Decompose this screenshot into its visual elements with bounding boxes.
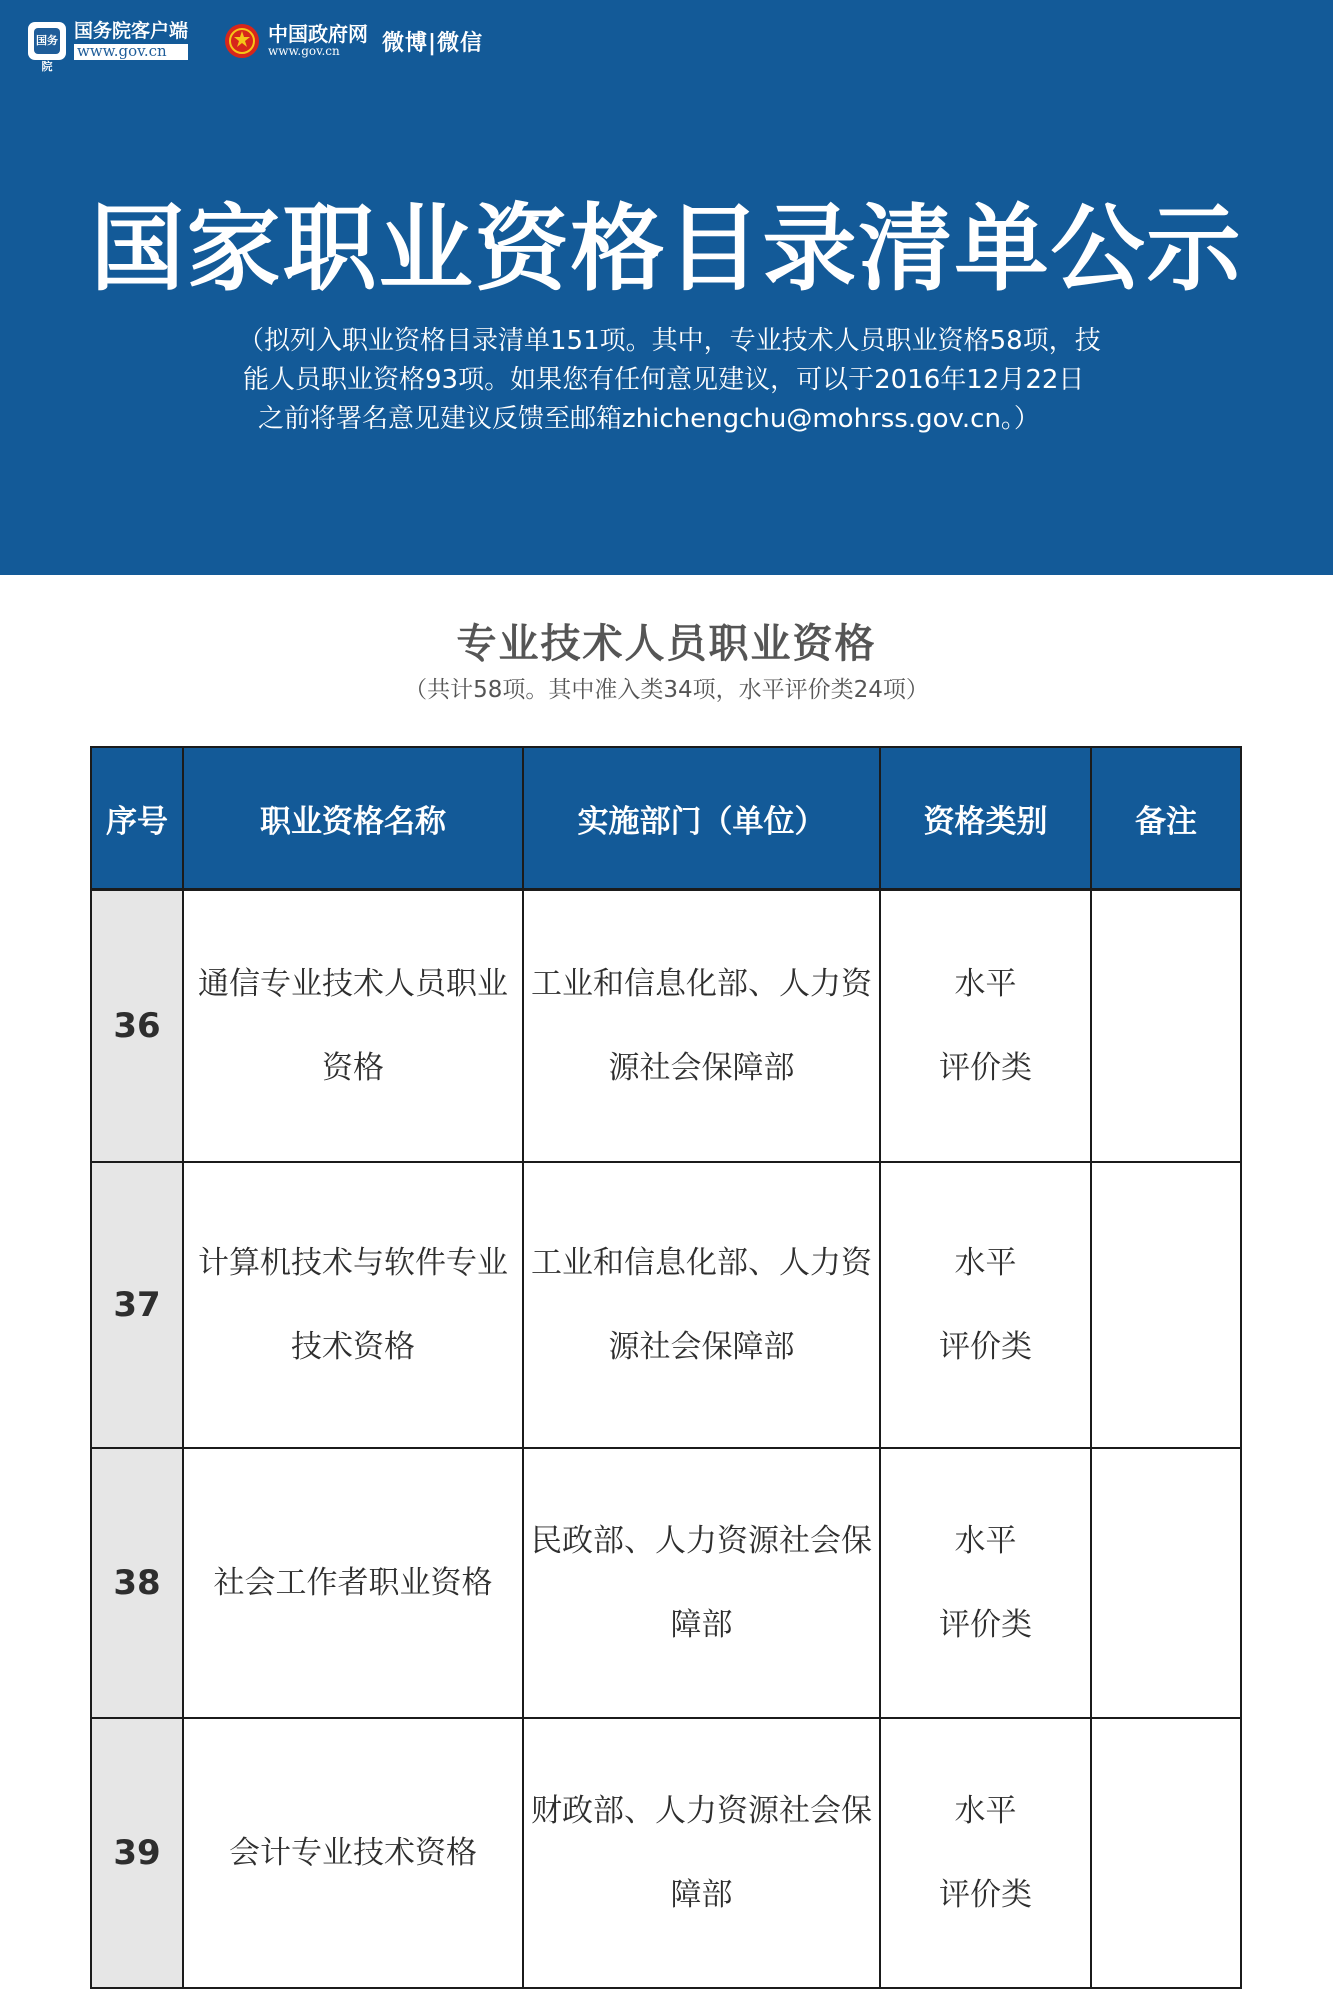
department-text: 工业和信息化部、人力资 源社会保障部: [531, 966, 872, 1086]
intro-text: [0, 322, 1333, 439]
category-text: 水平 评价类: [939, 1523, 1032, 1643]
qualification-name-text: 通信专业技术人员职业 资格: [198, 966, 508, 1086]
header-banner: [0, 0, 1333, 575]
qualification-name-text: 社会工作者职业资格: [213, 1565, 493, 1601]
note: [1091, 1718, 1241, 1988]
header-department: 实施部门（单位）: [523, 747, 880, 890]
category: [880, 1162, 1091, 1448]
department: [523, 1718, 880, 1988]
section-subtitle: （共计58项。其中准入类34项，水平评价类24项）: [404, 677, 929, 703]
intro-line: （拟列入职业资格目录清单151项。其中，专业技术人员职业资格58项，技: [238, 326, 1101, 356]
table-row: [91, 1162, 1241, 1448]
app-name: 国务院客户端: [74, 20, 189, 43]
category: [880, 1448, 1091, 1718]
brand-bar: [28, 20, 484, 73]
national-emblem-icon: [224, 23, 260, 59]
table-header-row: [91, 747, 1241, 890]
gov-name: 中国政府网: [268, 22, 369, 47]
app-logo-mark: 国务院: [34, 28, 60, 54]
department-text: 财政部、人力资源社会保 障部: [531, 1793, 872, 1913]
category: [880, 890, 1091, 1163]
header-category: 资格类别: [880, 747, 1091, 890]
qualification-name: [183, 1718, 523, 1988]
row-index: 37: [91, 1162, 183, 1448]
gov-brand-text: [268, 24, 368, 58]
app-logo[interactable]: [28, 22, 66, 73]
qualification-name: [183, 1162, 523, 1448]
category: [880, 1718, 1091, 1988]
social-links[interactable]: 微博|微信: [382, 30, 484, 56]
category-text: 水平 评价类: [939, 1245, 1032, 1365]
row-index: 36: [91, 890, 183, 1163]
department-text: 工业和信息化部、人力资 源社会保障部: [531, 1245, 872, 1365]
header-note: 备注: [1091, 747, 1241, 890]
department: [523, 890, 880, 1163]
note: [1091, 1448, 1241, 1718]
row-index: 39: [91, 1718, 183, 1988]
intro-line: 能人员职业资格93项。如果您有任何意见建议，可以于2016年12月22日: [243, 365, 1085, 395]
department-text: 民政部、人力资源社会保 障部: [531, 1523, 872, 1643]
section-title: 专业技术人员职业资格: [456, 621, 877, 667]
department: [523, 1162, 880, 1448]
category-text: 水平 评价类: [939, 1793, 1032, 1913]
gov-url: www.gov.cn: [268, 44, 340, 59]
intro-line: 之前将署名意见建议反馈至邮箱zhichengchu@mohrss.gov.cn。）: [258, 404, 1040, 434]
table-row: [91, 1718, 1241, 1988]
note: [1091, 1162, 1241, 1448]
page-title: 国家职业资格目录清单公示: [90, 195, 1243, 304]
row-index: 38: [91, 1448, 183, 1718]
table-row: [91, 1448, 1241, 1718]
qualification-name: [183, 890, 523, 1163]
header-index: 序号: [91, 747, 183, 890]
qualification-name-text: 计算机技术与软件专业 技术资格: [198, 1245, 508, 1365]
qualification-name-text: 会计专业技术资格: [229, 1835, 477, 1871]
app-brand-text: [74, 22, 188, 60]
header-qualification-name: 职业资格名称: [183, 747, 523, 890]
qualification-name: [183, 1448, 523, 1718]
app-url: www.gov.cn: [74, 44, 188, 60]
department: [523, 1448, 880, 1718]
category-text: 水平 评价类: [939, 966, 1032, 1086]
table-row: [91, 890, 1241, 1163]
qualification-table: [90, 746, 1242, 1989]
note: [1091, 890, 1241, 1163]
